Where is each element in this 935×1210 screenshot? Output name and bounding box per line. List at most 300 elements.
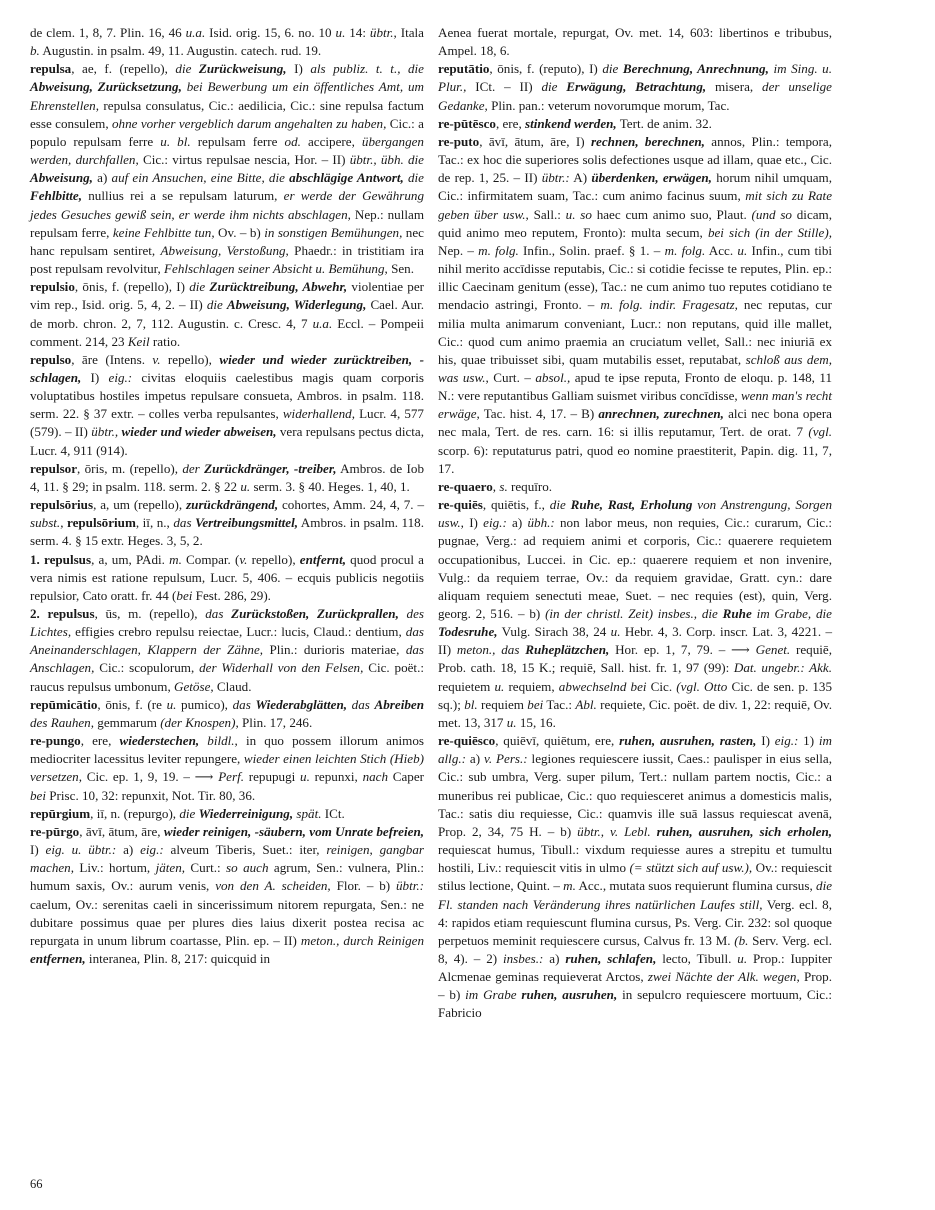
entry-text: Curt.: [185, 860, 227, 876]
headword: 2. repulsus [30, 606, 95, 621]
translation: wieder und wieder abweisen, [121, 424, 277, 440]
entry-text: a) [92, 170, 112, 186]
entry-text: requiem, [504, 678, 559, 694]
entry-text: pumico), [176, 696, 233, 712]
entry-text: legiones requiescere iussit, Caes.: paulisper in eius sella, Cic.: sub umbra, Verg. super pilum, Tert.: nullam partem noctis, Cic.: a muneribus rei publicae, Cic.: quo requiesceret animus a domesticis malis, Tac.: satis diu requiesse, Cic.: quamvis ille suā lassus requiescat avenā, Prop. 2, 34, 75 H. – b) [438, 751, 832, 839]
italic-note: Keil [127, 333, 150, 349]
headword: re-quiēs [438, 497, 483, 513]
headword: re-pūtēsco [438, 115, 496, 131]
entry-text: agrum, Sen.: vulnera, Plin.: humum saxis, Ov.: aurum venis, [30, 860, 424, 894]
italic-note: übergangen werden, durchfallen, [30, 133, 424, 168]
italic-note: in sonstigen Bemühungen, [264, 224, 403, 240]
entry-text: , a, um (repello), [93, 497, 187, 513]
left-column [30, 24, 424, 968]
entry-text: Ov.: requiescit stilus lectione, Quint. – [438, 860, 833, 894]
headword: repulsōrius [30, 497, 94, 513]
entry-text: Sall.: [528, 206, 566, 222]
entry-requiesco [438, 732, 832, 1023]
headword: re-quaero [438, 478, 493, 494]
italic-note: jäten, [155, 860, 186, 876]
headword: repulsor [30, 460, 78, 476]
entry-repulsus-2 [30, 605, 424, 696]
entry-text: Aenea fuerat mortale, repurgat, Ov. met. 14, 603: libertinos e tribubus, Ampel. 18, 6. [438, 25, 832, 59]
italic-note: Genet. [755, 642, 791, 658]
entry-repungo [30, 732, 424, 805]
entry-text: Plin. 17, 246. [238, 714, 313, 730]
entry-text: cohortes, Amm. 24, 4, 7. – [278, 497, 425, 513]
entry-text: repupugi [244, 769, 301, 785]
italic-note: das [351, 696, 370, 712]
italic-note: bei sich (in der Stille), [707, 224, 832, 240]
entry-text: Isid. orig. 15, 6. no. 10 [205, 25, 336, 40]
entry-text: quod procul a vera nimis est ratione repulsum, Lucr. 5, 406. – ecquis publicis negotiis repulsior, Cato oratt. fr. 44 ( [30, 551, 424, 603]
entry-repumicatio [30, 696, 424, 732]
entry-text: Ambros. de Iob 4, 11. § 29; in psalm. 118. serm. 2. § 22 [30, 460, 424, 494]
entry-text: , ōnis, f. (reputo), I) [489, 61, 603, 77]
italic-note: übtr.: [541, 170, 570, 186]
headword: re-puto [438, 133, 480, 149]
italic-note: Getöse, [174, 678, 214, 694]
entry-text: Phaedr.: in tristitiam ira post repulsam revolvitur, [30, 242, 424, 277]
translation: ruhen, ausruhen, rasten, [619, 733, 757, 749]
entry-text: Ambros. in psalm. 118. serm. 4. § 15 extr. Heges. 3, 5, 2. [30, 515, 424, 549]
entry-text: Tac.: [543, 696, 576, 712]
italic-note: im Grabe, die [756, 606, 832, 621]
translation: Wiederabglätten, [255, 696, 347, 712]
entry-text: caelum, Ov.: serenitas caeli in sincerissimum nitorem repurgata, Sen.: ne dubitare possimus quae per plures dies laius dixerit postea recisa ac repurgata in unum librum coartasse, Plin. ep. – II) [30, 896, 424, 948]
entry-text: , [492, 478, 500, 494]
entry-text: requiē, Prob. cath. 18, 15 K.; requiē, Sall. hist. fr. 1, 97 (99): [438, 642, 832, 676]
translation: Berechnung, Anrechnung, [622, 61, 769, 77]
headword: repulsa [30, 61, 72, 77]
translation: rechnen, berechnen, [590, 133, 705, 149]
entry-text: nec reputas, cur milia multa animarum conveniant, Lucr.: non reputans, quid ille mallet, Cic.: quod cum animo praemia an cruciatum vellet, Sall.: nec iniuriā ex his, quae tribuisset sibi, quam mutabilis esset, reputabat, [438, 297, 832, 367]
italic-note: (vgl. Otto [676, 678, 728, 694]
entry-text: , quiētis, f., [482, 497, 550, 513]
translation: Ruhe [722, 606, 752, 621]
entry-text: Prisc. 10, 32: repunxit, Not. Tir. 80, 36. [46, 787, 256, 803]
entry-text: Compar. ( [181, 551, 240, 567]
italic-note: eig.: [140, 842, 164, 858]
headword: repulsōrium [67, 515, 136, 531]
entry-text: Cic.: virtus repulsae nescia, Hor. – II) [138, 152, 350, 168]
entry-text: Cael. Aur. de morb. chron. 2, 7, 112. Augustin. c. Cresc. 4, 7 [30, 297, 424, 331]
translation: wiederstechen, [119, 733, 200, 749]
italic-note: mit sich zu Rate geben über usw., [438, 188, 833, 222]
headword: re-pungo [30, 733, 81, 749]
italic-note: ohne vorher vergeblich darum angehalten zu haben, [112, 115, 387, 131]
entry-text: Hor. ep. 1, 7, 79. – ⟶ [609, 642, 756, 658]
entry-text: gemmarum [94, 714, 161, 730]
translation: zurückdrängend, [186, 497, 279, 513]
italic-note: der [182, 460, 200, 476]
page-number: 66 [30, 1177, 43, 1191]
entry-requaero [438, 478, 832, 496]
entry-text: Nep. – [438, 242, 479, 258]
entry-text: requiescat humus, Tibull.: vixdum requiesse aures a strepitu et tumultu hostili, Liv.: requiescit vitis in ulmo [438, 842, 832, 876]
italic-note: übtr.: [396, 878, 425, 894]
entry-text: nullius rei a se repulsam laturum, [82, 188, 284, 204]
entry-text: alveum Tiberis, Suet.: iter, [163, 842, 327, 858]
entry-text: 15, 16. [516, 714, 556, 730]
italic-note: übtr., übh. die [349, 152, 424, 168]
italic-note: v. [152, 351, 161, 367]
italic-note: (b. [734, 932, 749, 948]
italic-note: die [179, 805, 196, 821]
italic-note: u.a. [312, 315, 333, 331]
entry-text: misera, [706, 79, 763, 95]
italic-note: u. [610, 624, 621, 640]
entry-text: Tac. hist. 4, 17. – B) [479, 406, 599, 422]
entry-text: a) [543, 950, 566, 966]
entry-text: apud te ipse reputa, Fronto de eloqu. p. 148, 11 N.: vere reputantibus Galliam suismet viribus concīdisse, [438, 369, 832, 404]
entry-text: accipere, [300, 133, 362, 149]
translation: Abweisung, [30, 170, 93, 186]
italic-note: u. [240, 478, 251, 494]
headword: repūmicātio [30, 696, 98, 712]
entry-text: Flor. – b) [330, 878, 396, 894]
entry-text: Infin., Solin. praef. § 1. – [518, 242, 665, 258]
translation: Vertreibungsmittel, [195, 515, 299, 531]
entry-text: Cic. poët.: raucus repulsus umbonum, [30, 660, 424, 694]
italic-note: Abl. [575, 696, 597, 712]
entry-text: lecto, Tibull. [656, 950, 738, 966]
translation: Abreiben [374, 696, 424, 712]
entry-reputo [438, 133, 832, 478]
entry-text: Augustin. in psalm. 49, 11. Augustin. catech. rud. 19. [39, 43, 322, 59]
italic-note: insbes.: [503, 950, 544, 966]
italic-note: das Aneinanderschlagen, Klappern der Zähne, [30, 624, 424, 658]
italic-note: v. [239, 551, 248, 567]
translation: Abweisung, Widerlegung, [226, 297, 367, 313]
headword: repulso [30, 351, 72, 367]
entry-text: horum nihil umquam, Cic.: infirmitatem suam, Tac.: cum animo facinus suum, [438, 170, 833, 204]
translation: Erwägung, Betrachtung, [566, 79, 707, 95]
entry-text: a) [466, 751, 484, 767]
italic-note: m. folg. indir. Fragesatz, [600, 297, 738, 313]
entry-text: requietem [438, 678, 495, 694]
entry-text: Prop.: Iuppiter Alcmenae geminas requieverat Arctos, [438, 950, 832, 985]
italic-note: übtr., v. Lebl. [577, 823, 651, 839]
italic-note: keine Fehlbitte tun, [112, 224, 215, 240]
entry-text: Cic. ep. 1, 9, 19. – ⟶ [82, 769, 219, 785]
italic-note: (der Knospen), [160, 714, 239, 730]
entry-text [557, 79, 566, 94]
italic-note: die [206, 297, 223, 313]
italic-note: als publiz. t. t., die [310, 61, 424, 77]
translation: Abweisung, Zurücksetzung, [30, 79, 182, 95]
translation: Fehlbitte, [30, 188, 83, 204]
italic-note: des Rauhen, [30, 714, 94, 730]
italic-note: von den A. scheiden, [215, 878, 331, 894]
italic-note: (= stützt sich auf usw.), [629, 860, 753, 876]
translation: entfernt, [299, 551, 346, 567]
entry-text: requiem [477, 696, 528, 712]
italic-note: schloß aus dem, was usw., [438, 351, 832, 385]
italic-note: das [232, 696, 251, 712]
entry-text: I) [30, 842, 46, 858]
italic-note: Perf. [218, 769, 245, 785]
italic-note: eig. u. übtr.: [45, 842, 117, 858]
headword: reputātio [438, 61, 490, 77]
entry-text: , āre (Intens. [71, 351, 153, 367]
entry-text: I) [756, 733, 775, 749]
entry-text: ICt. – II) [466, 79, 542, 95]
entry-text: , ōnis, f. (repello), I) [74, 279, 190, 295]
entry-text: vera repulsans pectus dicta, Lucr. 4, 911 (914). [30, 424, 424, 458]
italic-note: (und so [751, 206, 792, 222]
entry-text: Itala [396, 25, 424, 40]
italic-note: übtr., [91, 424, 119, 440]
translation: Zurückweisung, [198, 61, 287, 77]
italic-note: spät. [296, 805, 322, 821]
entry-repulso [30, 351, 424, 460]
entry-repulsus-1 [30, 551, 424, 605]
entry-text: effigies crebro repulsu reiectae, Lucr.: lucis, Claud.: dentium, [71, 624, 406, 640]
italic-note: abwechselnd bei [558, 678, 647, 694]
italic-note: der unselige Gedanke, [438, 79, 832, 113]
entry-cont-right [438, 24, 832, 60]
entry-text: Nep.: nullam repulsam ferre, [30, 206, 424, 240]
italic-note: reinigen, gangbar machen, [30, 842, 424, 876]
italic-note: des Lichtes, [30, 606, 424, 640]
entry-text: repulsam ferre [190, 133, 285, 149]
entry-text: dicam, quid animo meo reputem, Fronto): multa secum, [438, 206, 833, 240]
entry-text: Serv. Verg. ecl. 8, 4). – 2) [438, 932, 832, 966]
entry-text: nec hanc repulsam sentiret, [30, 224, 424, 258]
italic-note: u. [737, 950, 748, 966]
entry-text: a) [116, 842, 141, 858]
entry-text: requīro. [507, 478, 553, 494]
entry-text: repulsa consulatus, Cic.: aedilicia, Cic.: sine repulsa factum esse consulem, [30, 97, 424, 131]
italic-note: eig.: [108, 369, 133, 385]
entry-text: Hebr. 4, 3. Corp. inscr. Lat. 3, 4221. – II) [438, 624, 833, 658]
italic-note: wieder einen leichten Stich (Hieb) versetzen, [30, 751, 424, 785]
entry-text: I) [81, 369, 109, 385]
entry-text: , quiēvī, quiētum, ere, [495, 733, 620, 749]
translation: ruhen, schlafen, [565, 950, 657, 966]
translation: Wiederreinigung, [198, 805, 294, 821]
italic-note: Dat. ungebr.: Akk. [733, 660, 832, 676]
italic-note: bei Bewerbung um ein öffentliches Amt, um Ehrenstellen, [30, 79, 424, 113]
entry-text [399, 606, 407, 621]
italic-note: die [408, 170, 424, 186]
translation: Zurücktreibung, Abwehr, [209, 279, 348, 295]
entry-text: requiete, Cic. poët. de div. 1, 22: requiē, Ov. met. 13, 317 [438, 696, 832, 730]
entry-text: Curt. – [488, 369, 536, 385]
italic-note: meton., das [456, 642, 520, 658]
headword: re-pūrgo [30, 823, 80, 839]
entry-text: , ere, [495, 115, 526, 131]
italic-note: u.a. [185, 25, 206, 40]
italic-note: widerhallend, [282, 406, 355, 422]
translation: Ruheplätzchen, [525, 642, 610, 658]
italic-note: u. [737, 242, 748, 258]
entry-text: repunxi, [309, 769, 363, 785]
entry-text: , ōnis, f. (re [97, 696, 167, 712]
entry-text: interanea, Plin. 8, 217: quicquid in [85, 950, 271, 966]
entry-text [191, 61, 199, 76]
entry-text: alci nec bona opera nec mala, Tert. de res. carn. 16: si illis reputamur, Tert. de orat. 7 [438, 406, 832, 440]
entry-text: Liv.: hortum, [74, 860, 156, 876]
right-column [438, 24, 832, 1023]
entry-reputesco [438, 115, 832, 133]
translation: Zurückstoßen, Zurückprallen, [231, 606, 399, 621]
entry-text: ratio. [149, 333, 181, 349]
italic-note: das [205, 606, 224, 621]
entry-text: Plin. pan.: veterum novorumque morum, Tac. [487, 97, 730, 113]
translation: abschlägige Antwort, [289, 170, 404, 186]
italic-note: u. [166, 696, 177, 712]
italic-note: das [173, 515, 192, 531]
italic-note: b. [30, 43, 40, 59]
entry-text [223, 606, 231, 621]
entry-repulsorius [30, 496, 424, 550]
italic-note: im allg.: [438, 733, 832, 767]
entry-text: , ere, [80, 733, 120, 749]
italic-note: im Sing. u. Plur., [438, 61, 833, 95]
italic-note: im Grabe [465, 987, 517, 1003]
translation: wieder und wieder zurücktreiben, -schlagen, [30, 351, 424, 385]
entry-text: , iī, n., [135, 515, 174, 531]
entry-text: Ov. – b) [214, 224, 265, 240]
italic-note: übh.: [527, 515, 555, 531]
entry-cont-top [30, 24, 424, 60]
entry-text: Sen. [387, 261, 414, 277]
entry-text: 1) [798, 733, 819, 749]
entry-text: de clem. 1, 8, 7. Plin. 16, 46 [30, 25, 186, 40]
entry-text: Vulg. Sirach 38, 24 [497, 624, 611, 640]
translation: Todesruhe, [438, 624, 498, 640]
entry-text: Cic. [646, 678, 677, 694]
translation: ruhen, ausruhen, sich erholen, [656, 823, 832, 839]
entry-text: Eccl. – Pompeii comment. 214, 23 [30, 315, 424, 349]
italic-note: m. [169, 551, 182, 567]
entry-text: , āvī, ātum, āre, [79, 823, 164, 839]
entry-text: in sepulcro requiescere mortuum, Cic.: Fabricio [438, 987, 832, 1021]
translation: anrechnen, zurechnen, [598, 406, 724, 422]
entry-text: violentiae per vim rep., Isid. orig. 5, 4, 2. – II) [30, 279, 424, 313]
italic-note: bildl., [207, 733, 238, 749]
italic-note: die [549, 497, 566, 513]
entry-text: ICt. [321, 805, 345, 821]
entry-text: Fest. 286, 29). [192, 587, 271, 603]
translation: ruhen, ausruhen, [521, 987, 618, 1003]
entry-text: repello), [160, 351, 220, 367]
entry-text: a) [506, 515, 528, 531]
entry-text: Cic. de sen. p. 135 sq.); [438, 678, 833, 712]
entry-text: Cic.: a populo repulsam ferre [30, 115, 424, 149]
entry-repulsor [30, 460, 424, 496]
italic-note: (vgl. [808, 424, 832, 440]
italic-note: (in der christl. Zeit) insbes., die [545, 606, 718, 621]
entry-text: scorp. 6): reputaturus patri, quod eo nomine praestiterit, Papin. dig. 11, 7, 17. [438, 442, 832, 476]
entry-repulsa [30, 60, 424, 278]
entry-text: Lucr. 4, 577 (579). – II) [30, 406, 424, 440]
entry-text: Plin.: durioris materiae, [263, 642, 406, 658]
entry-repurgo [30, 823, 424, 968]
italic-note: meton., durch Reinigen [300, 932, 424, 948]
italic-note: bei [176, 587, 193, 603]
entry-text: , ōris, m. (repello), [77, 460, 183, 476]
translation: überdenken, erwägen, [591, 170, 712, 186]
italic-note: die Fl. standen nach Veränderung ihres natürlichen Laufes still, [438, 878, 833, 912]
headword: repūrgium [30, 805, 91, 821]
entry-text: annos, Plin.: tempora, Tac.: ex hoc die superiores solis defectiones usque ad illam, quae etc., Cic. de rep. 1, 25. – II) [438, 133, 833, 186]
entry-text: A) [569, 170, 592, 186]
entry-text: I) [286, 61, 311, 77]
entry-text: Cic.: scopulorum, [94, 660, 200, 676]
entry-text: in quo possem illorum animos mediocriter lacessitus leviter repungere, [30, 733, 424, 767]
italic-note: die [602, 61, 619, 77]
entry-text: Acc., mutata suos requierunt flumina cursus, [575, 878, 817, 894]
entry-repurgium [30, 805, 424, 823]
italic-note: m. [563, 878, 576, 894]
entry-text: 14: [345, 25, 370, 40]
italic-note: das Anschlagen, [30, 642, 425, 676]
italic-note: u. [506, 714, 517, 730]
italic-note: zwei Nächte der Alk. wegen, [647, 969, 800, 985]
translation: stinkend werden, [525, 115, 617, 131]
entry-text: Caper [388, 769, 425, 785]
italic-note: u. bl. [160, 133, 191, 149]
italic-note: so auch [226, 860, 269, 876]
italic-note: u. [494, 678, 505, 694]
headword: re-quiēsco [438, 733, 496, 749]
italic-note: m. folg. [478, 242, 519, 258]
entry-text: I) [463, 515, 484, 531]
entry-text: , a, um, PAdi. [91, 551, 170, 567]
italic-note: od. [284, 133, 301, 149]
entry-text: Tert. de anim. 32. [616, 115, 712, 131]
entry-text: , ae, f. (repello), [71, 61, 176, 77]
italic-note: übtr., [369, 25, 397, 40]
entry-text: repello), [247, 551, 300, 567]
entry-text: civitas eloquiis caelestibus magis quam corporis voluptatibus hostiles impetus repulsare consueta, Ambros. in psalm. 118. serm. 22. § 37 extr. – colles verba repulsantes, [30, 369, 424, 422]
italic-note: subst., [30, 515, 64, 531]
entry-requies [438, 496, 832, 732]
italic-note: bl. [464, 696, 478, 712]
entry-text: Acc. [705, 242, 738, 258]
entry-text: non labor meus, non requies, Cic.: curarum, Cic.: pugnae, Verg.: ad requiem animi et corporis, Cic.: quaerere requietem occupationibus, Luccei. in Cic. ep.: quaerere requiem et non invenire, Vulg.: da requiem terrae, Ov.: da requiem gravidae, Gratt. cyn.: dare aliquam requiem senectuti meae, Suet. – nec requies (est), quin, Verg. georg. 2, 516. – b) [438, 515, 832, 621]
entry-text: serm. 3. § 40. Heges. 1, 40, 1. [250, 478, 410, 494]
italic-note: auf ein Ansuchen, eine Bitte, die [111, 170, 285, 186]
entry-text: , ūs, m. (repello), [94, 606, 206, 621]
italic-note: die [189, 279, 206, 295]
entry-text: Infin., cum tibi nihil merito accīdisse reputabis, Cic.: si cotidie fecisse te reputes, Plin. ep.: illic Caecinam genitum (esse), Tac.: ne cum animo tuo reputes cotidiano te mendacio astringi, Fronto. – [438, 242, 833, 313]
italic-note: die [175, 61, 192, 77]
entry-text: Claud. [213, 678, 252, 694]
italic-note: u. [300, 769, 310, 785]
entry-text: , iī, n. (repurgo), [90, 805, 180, 821]
translation: wieder reinigen, -säubern, vom Unrate befreien, [163, 823, 424, 839]
entry-text: Prop. – b) [438, 969, 832, 1003]
italic-note: v. Pers.: [484, 751, 528, 767]
italic-note: Abweisung, Verstoßung, [160, 242, 289, 258]
entry-text: Verg. ecl. 8, 4: rapidos etiam requiescunt flumina cursus, Ps. Verg. Cir. 232: sol quoque perpetuos meminit requiescere cursus, Calvus fr. 13 M. [438, 896, 833, 948]
italic-note: wenn man's recht erwäge, [438, 388, 832, 422]
italic-note: s. [499, 478, 508, 494]
italic-note: von Anstrengung, Sorgen usw., [438, 497, 832, 531]
italic-note: u. [335, 25, 346, 40]
headword: repulsio [30, 279, 75, 295]
italic-note: er werde der Gewährung jedes Gesuches gewiß sein, er werde ihm nichts abschlagen, [30, 188, 424, 222]
italic-note: bei [527, 696, 544, 712]
entry-text: haec cum animo suo, Plaut. [591, 206, 752, 222]
headword: 1. repulsus [30, 551, 92, 567]
italic-note: absol., [535, 369, 571, 385]
italic-note: u. so [565, 206, 592, 222]
